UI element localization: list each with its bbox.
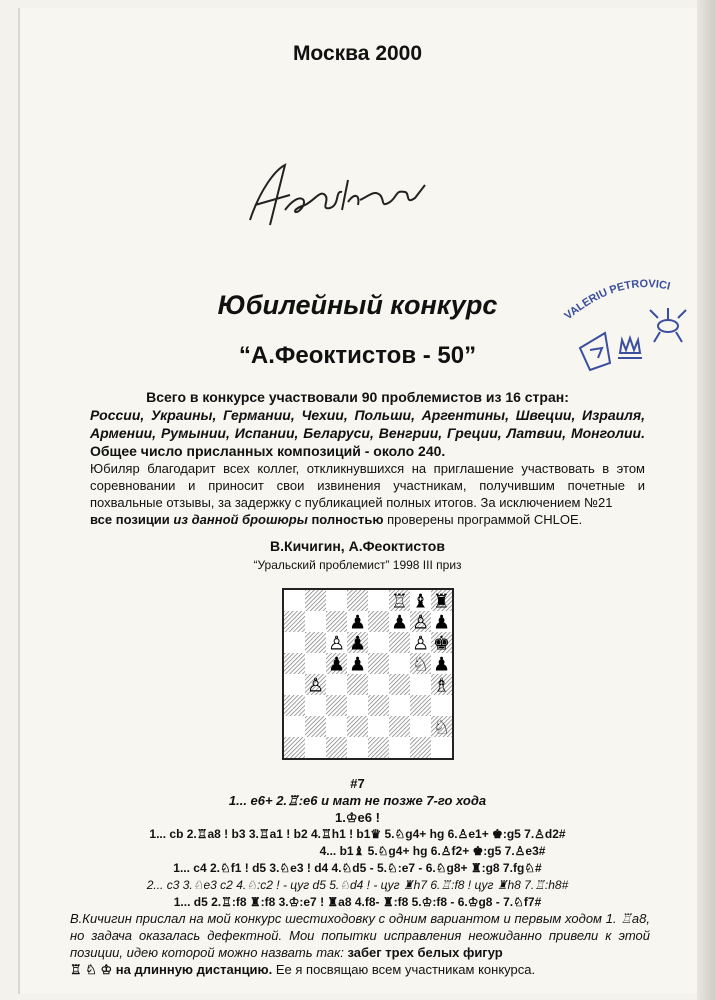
board-square xyxy=(326,695,347,716)
board-square xyxy=(368,590,389,611)
board-square xyxy=(347,695,368,716)
chess-piece: ♙ xyxy=(411,611,430,634)
chess-piece: ♗ xyxy=(432,674,451,697)
chess-diagram xyxy=(282,588,454,760)
board-square xyxy=(389,653,410,674)
problem-source: “Уральский проблемист” 1998 III приз xyxy=(253,558,462,572)
board-square xyxy=(284,716,305,737)
author-note: В.Кичигин прислал на мой конкурс шестиходовку с одним вариантом и первым ходом 1. ♖a8, но задача оказалась дефектной. Мои попытки исправления неожиданно привели к этой позиции, идею которой можно назвать так: забег трех белых фигур ♖ ♘ ♔ на длинную дистанцию. Ее я посвящаю всем участникам конкурса. xyxy=(70,911,650,977)
board-square xyxy=(368,611,389,632)
chess-piece: ♟ xyxy=(432,653,451,676)
board-square xyxy=(368,653,389,674)
board-square xyxy=(284,653,305,674)
solution-key: 1.♔e6 ! xyxy=(335,810,380,825)
board-square xyxy=(305,590,326,611)
intro-line: Всего в конкурсе участвовали 90 проблемистов из 16 стран: xyxy=(146,389,569,405)
stamp-text: VALERIU PETROVICI xyxy=(562,277,672,323)
chess-piece: ♖ xyxy=(390,590,409,613)
chess-piece: ♟ xyxy=(432,611,451,634)
board-square xyxy=(347,716,368,737)
board-square xyxy=(284,611,305,632)
solution-line: 1... c4 2.♘f1 ! d5 3.♘e3 ! d4 4.♘d5 - 5.♘:e7 - 6.♘g8+ ♜:g8 7.fg♘# xyxy=(173,861,542,875)
board-square xyxy=(326,611,347,632)
chess-piece: ♚ xyxy=(432,632,451,655)
chess-piece: ♟ xyxy=(327,653,346,676)
chess-piece: ♟ xyxy=(348,653,367,676)
board-square xyxy=(305,632,326,653)
board-square xyxy=(305,611,326,632)
board-square xyxy=(410,674,431,695)
problem-stipulation: 1... e6+ 2.♖:e6 и мат не позже 7-го хода xyxy=(228,793,487,808)
board-square xyxy=(389,716,410,737)
board-square xyxy=(389,737,410,758)
chess-piece: ♘ xyxy=(411,653,430,676)
solution-line: 4... b1♝ 5.♘g4+ hg 6.♙f2+ ♚:g5 7.♙e3# xyxy=(319,844,546,858)
board-square xyxy=(284,674,305,695)
solution-line: 1... d5 2.♖:f8 ♜:f8 3.♔:e7 ! ♜a8 4.f8- ♜:f8 5.♔:f8 - 6.♔g8 - 7.♘f7# xyxy=(173,895,542,909)
chess-piece: ♙ xyxy=(411,632,430,655)
problem-authors: В.Кичигин, А.Феоктистов xyxy=(270,538,445,554)
intro-countries: России, Украины, Германии, Чехии, Польши, Аргентины, Швеции, Израиля, Армении, Румынии, Испании, Беларуси, Венгрии, Греции, Латвии, Монголии. Общее число присланных композиций - около 240. xyxy=(90,407,645,459)
chess-piece: ♙ xyxy=(306,674,325,697)
problem-number: #7 xyxy=(350,776,365,791)
board-square xyxy=(368,716,389,737)
chess-piece: ♘ xyxy=(432,716,451,739)
board-square xyxy=(431,695,452,716)
board-square xyxy=(347,737,368,758)
board-square xyxy=(368,695,389,716)
chess-piece: ♟ xyxy=(390,611,409,634)
board-square xyxy=(389,632,410,653)
board-square xyxy=(284,695,305,716)
board-square xyxy=(368,632,389,653)
board-square xyxy=(410,695,431,716)
city-year: Москва 2000 xyxy=(292,42,423,65)
collector-stamp xyxy=(560,258,700,388)
intro-thanks: Юбиляр благодарит всех коллег, откликнувшихся на приглашение участвовать в этом соревновании и приносит свои извинения участникам, получившим почетные и похвальные отзывы, за задержку с публикацией полных итогов. За исключением №21 все позиции из данной брошюры полностью проверены программой CHLOE. xyxy=(90,461,645,527)
chess-piece: ♝ xyxy=(411,590,430,613)
board-square xyxy=(347,674,368,695)
board-square xyxy=(368,674,389,695)
board-square xyxy=(305,737,326,758)
board-square xyxy=(305,695,326,716)
board-square xyxy=(347,590,368,611)
board-square xyxy=(284,632,305,653)
solution-line: 2... c3 3.♘e3 c2 4.♘:c2 ! - цуг d5 5.♘d4 ! - цуг ♜h7 6.♖:f8 ! цуг ♜h8 7.♖:h8# xyxy=(146,878,569,892)
page-subtitle: “А.Феоктистов - 50” xyxy=(238,342,477,369)
board-square xyxy=(410,716,431,737)
board-square xyxy=(389,674,410,695)
chess-piece: ♟ xyxy=(348,632,367,655)
board-square xyxy=(284,590,305,611)
board-square xyxy=(368,737,389,758)
page-title: Юбилейный конкурс xyxy=(217,290,498,320)
board-square xyxy=(305,653,326,674)
board-square xyxy=(326,674,347,695)
board-square xyxy=(410,737,431,758)
board-square xyxy=(284,737,305,758)
chess-piece: ♙ xyxy=(327,632,346,655)
board-square xyxy=(326,590,347,611)
solution-line: 1... cb 2.♖a8 ! b3 3.♖a1 ! b2 4.♖h1 ! b1♛ 5.♘g4+ hg 6.♙e1+ ♚:g5 7.♙d2# xyxy=(149,827,566,841)
chess-piece: ♟ xyxy=(348,611,367,634)
board-square xyxy=(305,716,326,737)
board-square xyxy=(389,695,410,716)
handwritten-signature xyxy=(230,150,430,240)
chess-piece: ♜ xyxy=(432,590,451,613)
board-square xyxy=(326,737,347,758)
board-square xyxy=(326,716,347,737)
board-square xyxy=(431,737,452,758)
